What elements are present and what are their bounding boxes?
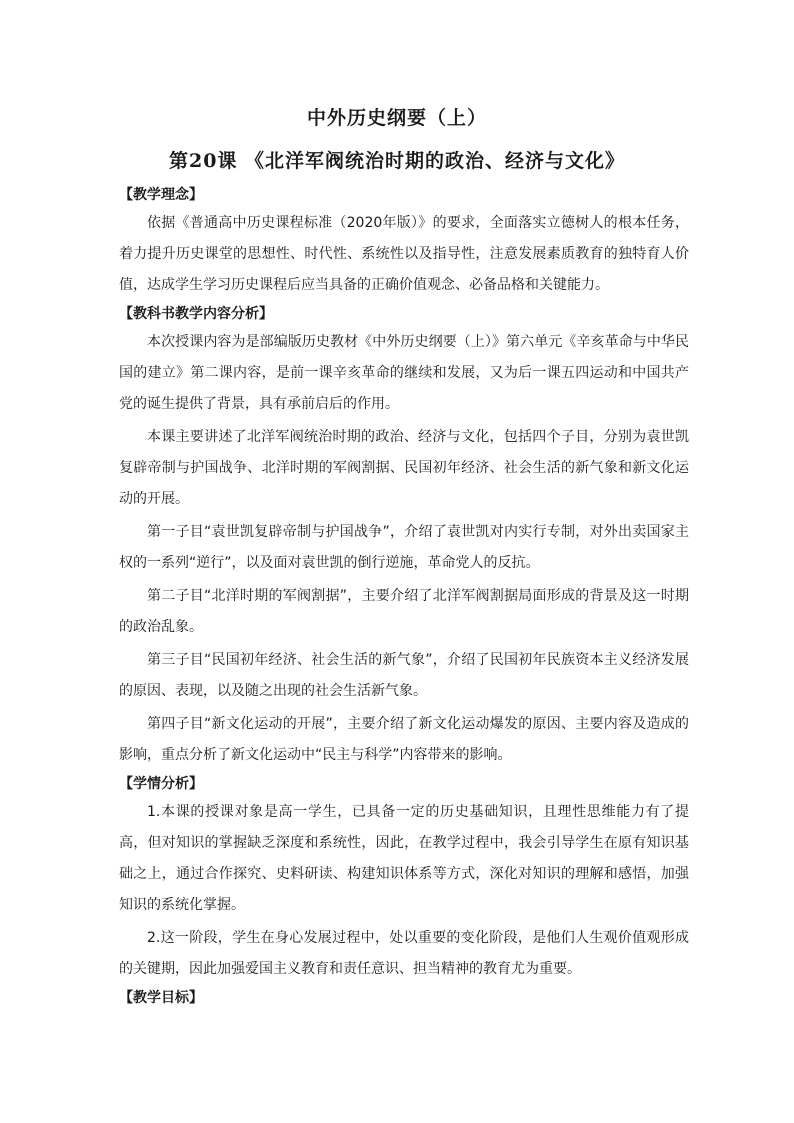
- section-heading-objectives: 【教学目标】: [119, 990, 203, 1006]
- paragraph: 第二子目“北洋时期的军阀割据”，主要介绍了北洋军阀割据局面形成的背景及这一时期的政治乱象。: [119, 588, 689, 635]
- paragraph: 1.本课的授课对象是高一学生，已具备一定的历史基础知识，且理性思维能力有了提高，但对知识的掌握缺乏深度和系统性，因此，在教学过程中，我会引导学生在原有知识基础之上，通过合作探究、史料研读、构建知识体系等方式，深化对知识的理解和感悟，加强知识的系统化掌握。: [119, 804, 689, 913]
- section-heading-textbook: 【教科书教学内容分析】: [119, 306, 273, 322]
- paragraph: 第四子目“新文化运动的开展”，主要介绍了新文化运动爆发的原因、主要内容及造成的影响，重点分析了新文化运动中“民主与科学”内容带来的影响。: [119, 716, 689, 763]
- paragraph: 本次授课内容为是部编版历史教材《中外历史纲要（上）》第六单元《辛亥革命与中华民国的建立》第二课内容，是前一课辛亥革命的继续和发展，又为后一课五四运动和中国共产党的诞生提供了背景，具有承前启后的作用。: [119, 334, 689, 412]
- paragraph: 第三子目“民国初年经济、社会生活的新气象”，介绍了民国初年民族资本主义经济发展的原因、表现，以及随之出现的社会生活新气象。: [119, 652, 689, 699]
- paragraph: 依据《普通高中历史课程标准（2020年版）》的要求，全面落实立德树人的根本任务，着力提升历史课堂的思想性、时代性、系统性以及指导性，注意发展素质教育的独特育人价值，达成学生学习历史课程后应当具备的正确价值观念、必备品格和关键能力。: [119, 215, 689, 293]
- section-heading-philosophy: 【教学理念】: [119, 187, 203, 203]
- paragraph: 第一子目“袁世凯复辟帝制与护国战争”，介绍了袁世凯对内实行专制，对外出卖国家主权的一系列“逆行”，以及面对袁世凯的倒行逆施，革命党人的反抗。: [119, 524, 689, 571]
- document-body: [119, 182, 689, 1011]
- document-title: 中外历史纲要（上）: [306, 107, 487, 129]
- section-heading-students: 【学情分析】: [119, 776, 203, 792]
- paragraph: 2.这一阶段，学生在身心发展过程中，处以重要的变化阶段，是他们人生观价值观形成的关键期，因此加强爱国主义教育和责任意识、担当精神的教育尤为重要。: [119, 930, 689, 977]
- paragraph: 本课主要讲述了北洋军阀统治时期的政治、经济与文化，包括四个子目，分别为袁世凯复辟帝制与护国战争、北洋时期的军阀割据、民国初年经济、社会生活的新气象和新文化运动的开展。: [119, 429, 689, 507]
- lesson-title: 第20课 《北洋军阀统治时期的政治、经济与文化》: [168, 150, 626, 172]
